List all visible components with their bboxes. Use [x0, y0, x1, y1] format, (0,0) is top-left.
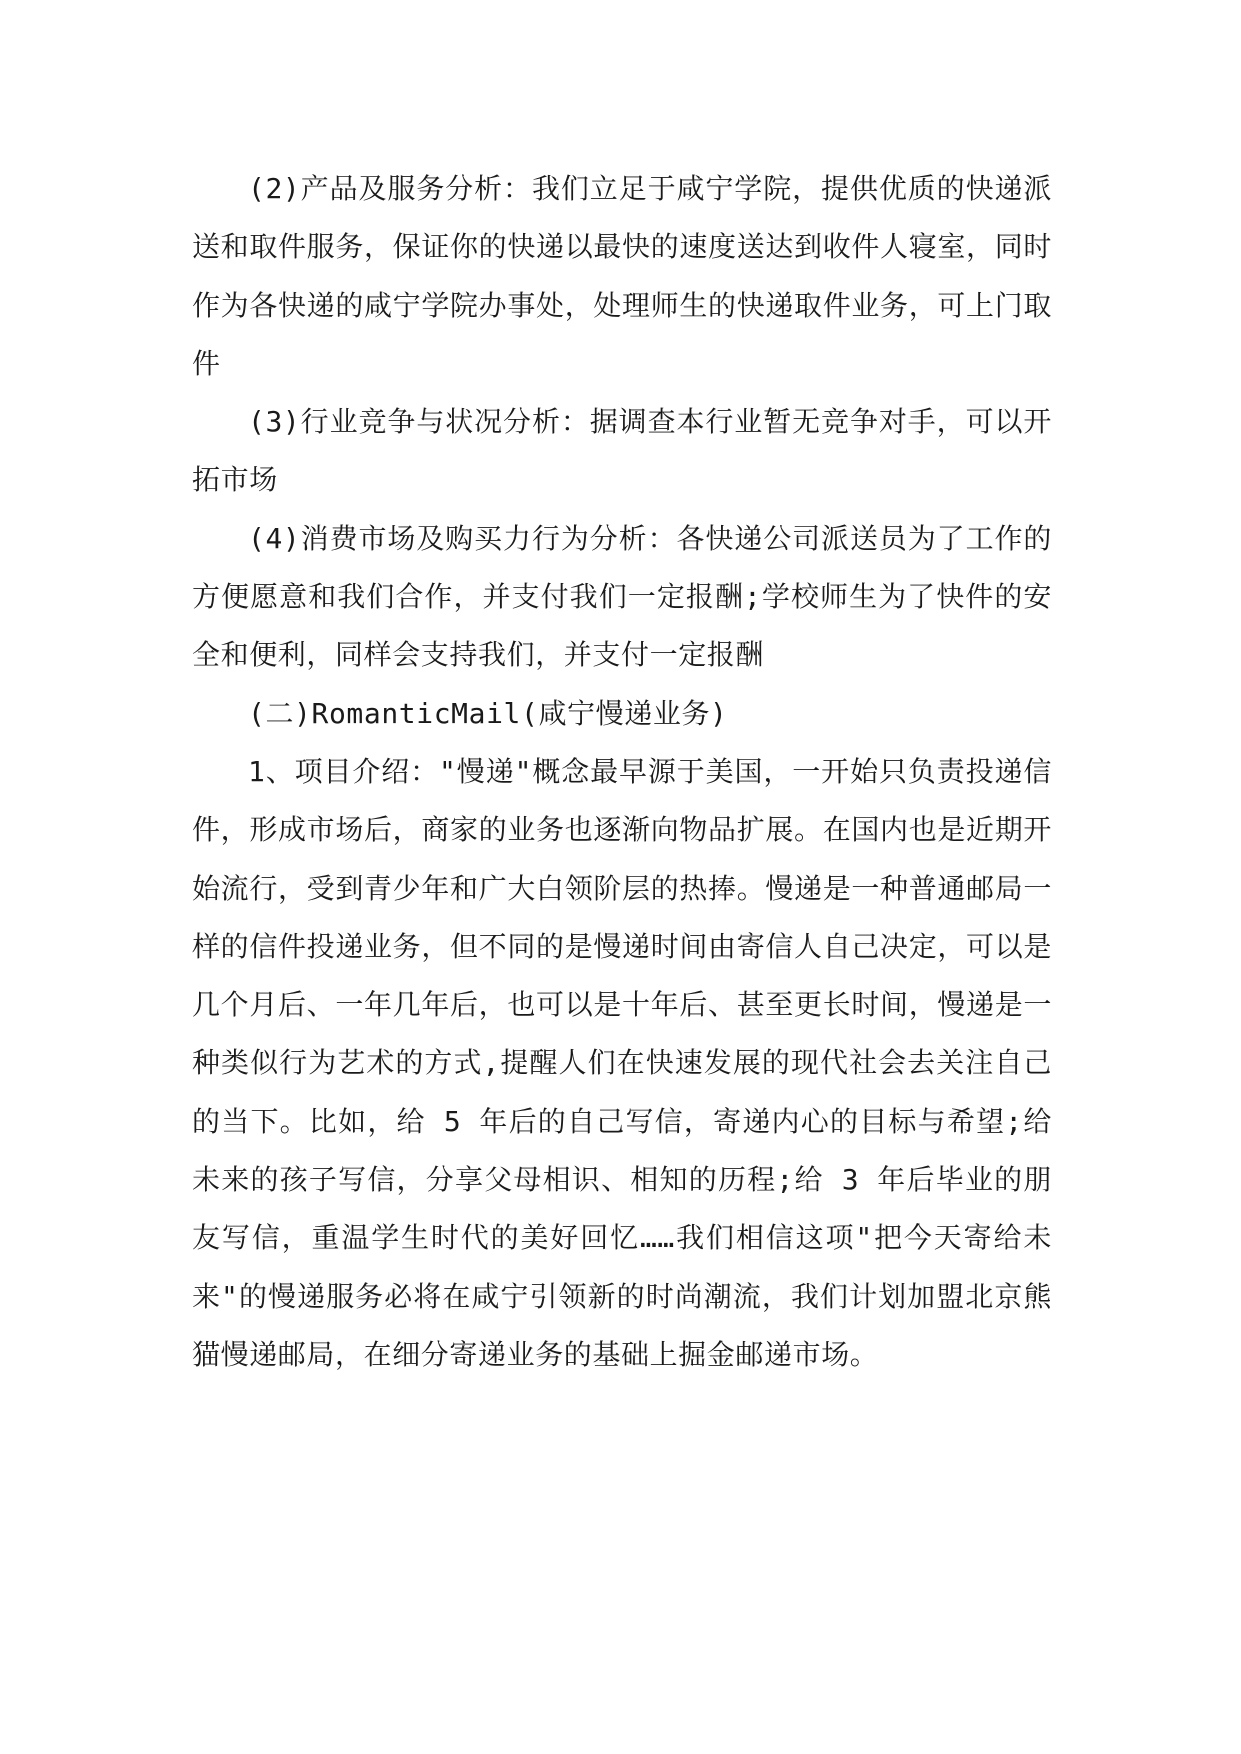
section-heading-romantic-mail: (二)RomanticMail(咸宁慢递业务) — [248, 696, 728, 730]
paragraph-product-service-analysis: (2)产品及服务分析：我们立足于咸宁学院，提供优质的快递派送和取件服务，保证你的快递以最快的速度送达到收件人寝室，同时作为各快递的咸宁学院办事处，处理师生的快递取件业务，可上门取件 — [192, 172, 1052, 380]
document-body — [192, 160, 1052, 1384]
paragraph-consumer-market: (4)消费市场及购买力行为分析：各快递公司派送员为了工作的方便愿意和我们合作，并支付我们一定报酬;学校师生为了快件的安全和便利，同样会支持我们，并支付一定报酬 — [192, 521, 1052, 672]
paragraph-industry-competition: (3)行业竞争与状况分析：据调查本行业暂无竞争对手，可以开拓市场 — [192, 405, 1052, 497]
paragraph-project-introduction: 1、项目介绍："慢递"概念最早源于美国，一开始只负责投递信件，形成市场后，商家的业务也逐渐向物品扩展。在国内也是近期开始流行，受到青少年和广大白领阶层的热捧。慢递是一种普通邮局一样的信件投递业务，但不同的是慢递时间由寄信人自己决定，可以是几个月后、一年几年后，也可以是十年后、甚至更长时间，慢递是一种类似行为艺术的方式,提醒人们在快速发展的现代社会去关注自己的当下。比如，给 5 年后的自己写信，寄递内心的目标与希望;给未来的孩子写信，分享父母相识、相知的历程;给 3 年后毕业的朋友写信，重温学生时代的美好回忆……我们相信这项"把今天寄给未来"的慢递服务必将在咸宁引领新的时尚潮流，我们计划加盟北京熊猫慢递邮局，在细分寄递业务的基础上掘金邮递市场。 — [192, 754, 1052, 1371]
